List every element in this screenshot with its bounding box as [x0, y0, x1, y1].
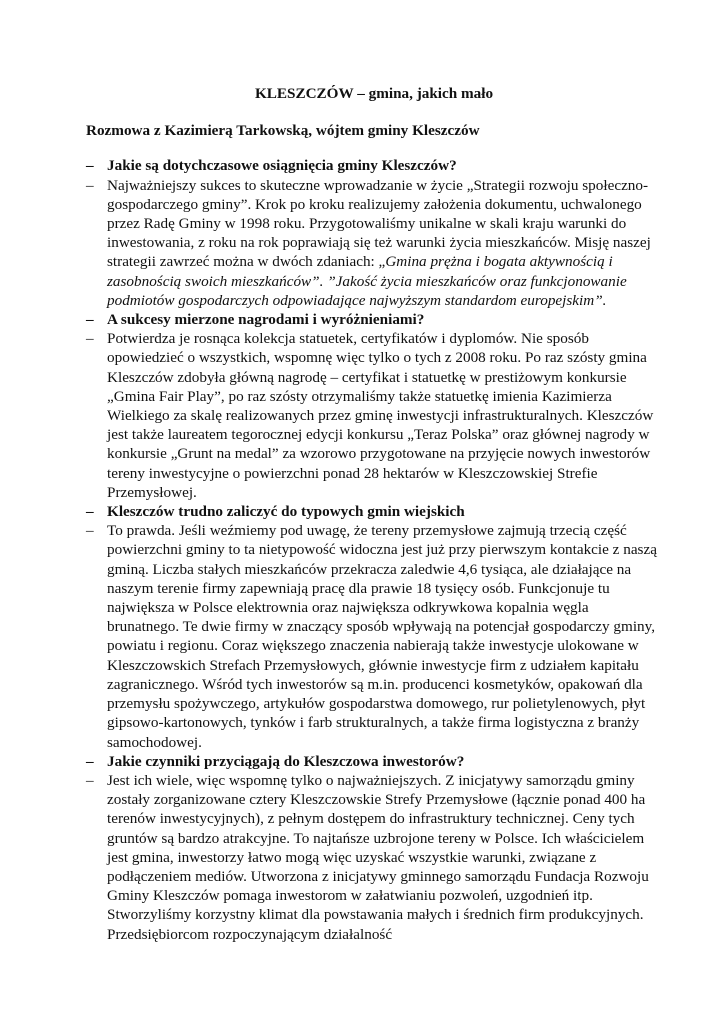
interview-question: [86, 502, 662, 521]
answer-text: Najważniejszy sukces to skuteczne wprowadzanie w życie „Strategii rozwoju społeczno-gospodarczego gminy”. Krok po kroku realizujemy założenia dokumentu, uchwalonego przez Radę Gminy w 1998 roku. Przygotowaliśmy unikalne w skali kraju warunki do inwestowania, z roku na rok poprawiają się też warunki życia mieszkańców. Misję naszej strategii zawrzeć można w dwóch zdaniach: „: [107, 176, 651, 271]
question-text: Kleszczów trudno zaliczyć do typowych gmin wiejskich: [107, 503, 465, 521]
interview-answer: [86, 771, 662, 944]
dash-marker: –: [86, 771, 94, 789]
question-text: Jakie są dotychczasowe osiągnięcia gminy Kleszczów?: [107, 157, 457, 175]
interview-answer: [86, 176, 662, 310]
dash-marker: –: [86, 752, 94, 770]
dash-marker: –: [86, 330, 94, 348]
document-page: [86, 84, 662, 944]
dash-marker: –: [86, 503, 94, 521]
answer-text: Potwierdza je rosnąca kolekcja statuetek, certyfikatów i dyplomów. Nie sposób opowiedzieć o wszystkich, wspomnę więc tylko o tych z 2008 roku. Po raz szósty gmina Kleszczów zdobyła główną nagrodę – certyfikat i statuetkę w prestiżowym konkursie „Gmina Fair Play”, po raz szósty otrzymaliśmy także statuetkę imienia Kazimierza Wielkiego za skalę realizowanych przez gminę inwestycji infrastrukturalnych. Kleszczów jest także laureatem tegorocznej edycji konkursu „Teraz Polska” oraz głównej nagrody w konkursie „Grunt na medal” za wzorowo przygotowane na przyjęcie nowych inwestorów tereny inwestycyjne o powierzchni ponad 28 hektarów w Kleszczowskiej Strefie Przemysłowej.: [107, 330, 654, 501]
strategy-quote: Gmina prężna i bogata aktywnością i zasobnością swoich mieszkańców”. ”Jakość życia mieszkańców oraz funkcjonowanie podmiotów gospodarczych odpowiadające najwyższym standardom europejskim”.: [107, 253, 627, 309]
document-title: KLESZCZÓW – gmina, jakich mało: [254, 85, 494, 102]
interview-subtitle: Rozmowa z Kazimierą Tarkowską, wójtem gminy Kleszczów: [86, 122, 480, 140]
interview-answer: [86, 329, 662, 502]
answer-text: Jest ich wiele, więc wspomnę tylko o najważniejszych. Z inicjatywy samorządu gminy zostały zorganizowane cztery Kleszczowskie Strefy Przemysłowe (łącznie ponad 400 ha terenów inwestycyjnych), z pełnym dostępem do infrastruktury technicznej. Ceny tych gruntów są bardzo atrakcyjne. To najtańsze uzbrojone tereny w Polsce. Ich właścicielem jest gmina, inwestorzy łatwo mogą więc uzyskać wszystkie warunki, związane z podłączeniem mediów. Utworzona z inicjatywy gminnego samorządu Fundacja Rozwoju Gminy Kleszczów pomaga inwestorom w załatwianiu pozwoleń, uzgodnień itp. Stworzyliśmy korzystny klimat dla powstawania małych i średnich firm produkcyjnych. Przedsiębiorcom rozpoczynającym działalność: [107, 771, 649, 943]
interview-question: [86, 310, 662, 329]
interview-question: [86, 752, 662, 771]
interview-answer: [86, 521, 662, 751]
question-text: A sukcesy mierzone nagrodami i wyróżnieniami?: [107, 311, 425, 329]
interview-question: [86, 156, 662, 175]
dash-marker: –: [86, 311, 94, 329]
dash-marker: –: [86, 522, 94, 540]
dash-marker: –: [86, 176, 94, 194]
answer-text: To prawda. Jeśli weźmiemy pod uwagę, że tereny przemysłowe zajmują trzecią część powierzchni gminy to ta nietypowość widoczna jest już przy pierwszym kontakcie z naszą gminą. Liczba stałych mieszkańców przekracza zaledwie 4,6 tysiąca, ale działające na naszym terenie firmy zapewniają pracę dla prawie 18 tysięcy osób. Funkcjonuje tu największa w Polsce elektrownia oraz największa odkrywkowa kopalnia węgla brunatnego. Te dwie firmy w znaczący sposób wpływają na potencjał gospodarczy gminy, powiatu i regionu. Coraz większego znaczenia nabierają także inwestycje ulokowane w Kleszczowskich Strefach Przemysłowych, głównie inwestycje firm z udziałem kapitału zagranicznego. Wśród tych inwestorów są m.in. producenci kosmetyków, opakowań dla przemysłu spożywczego, artykułów gospodarstwa domowego, rur polietylenowych, płyt gipsowo-kartonowych, tynków i farb strukturalnych, a także firma logistyczna z branży samochodowej.: [107, 522, 657, 751]
dash-marker: –: [86, 157, 94, 175]
question-text: Jakie czynniki przyciągają do Kleszczowa inwestorów?: [107, 752, 465, 770]
